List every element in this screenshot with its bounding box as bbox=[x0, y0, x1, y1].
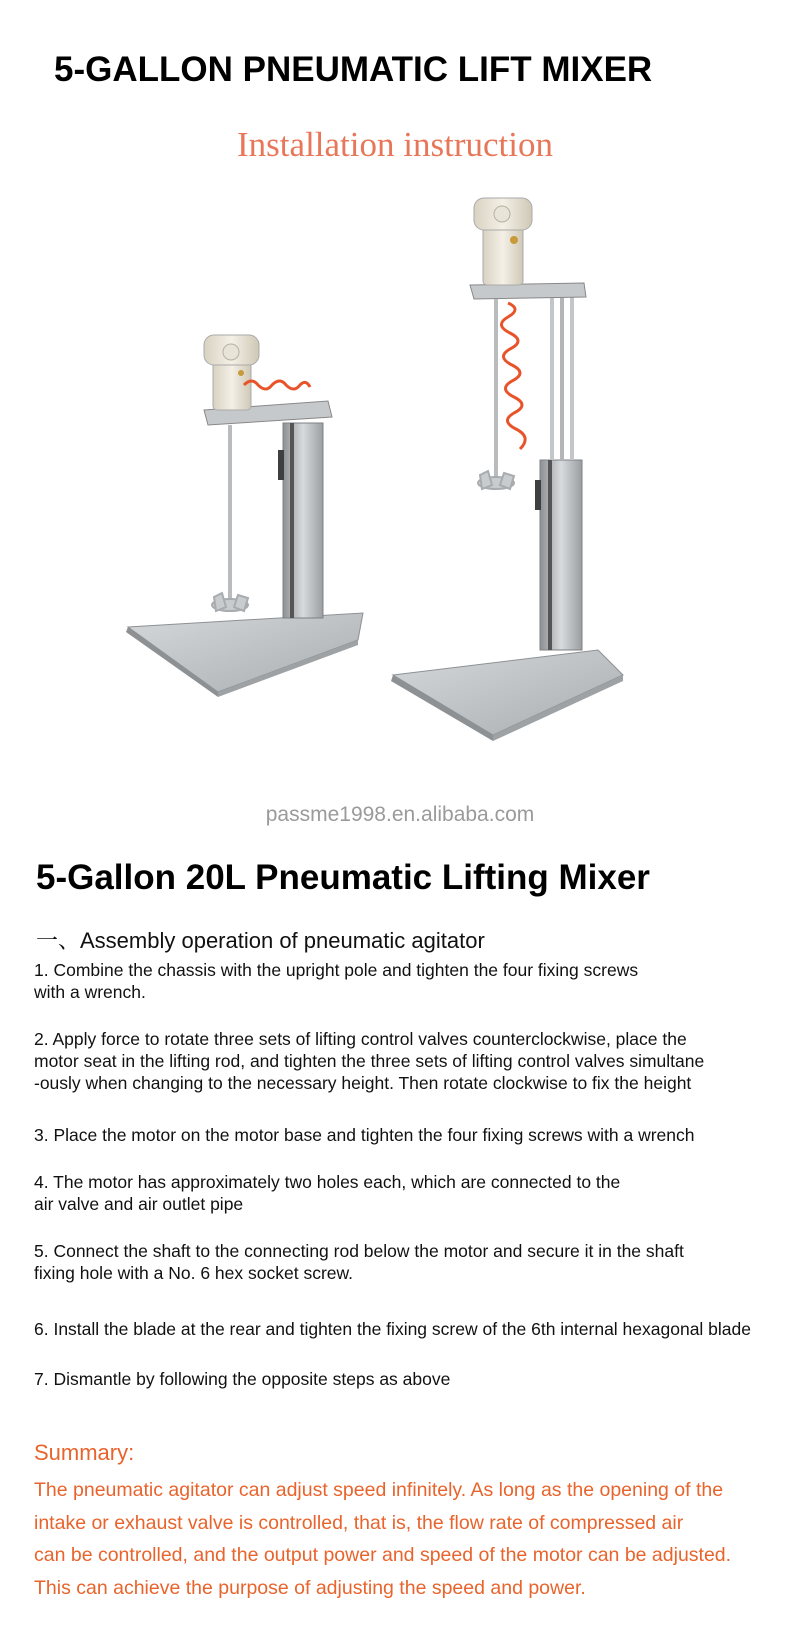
product-image bbox=[118, 195, 658, 775]
step-5: 5. Connect the shaft to the connecting rod below the motor and secure it in the shaft fixing hole with a No. 6 hex socket screw. bbox=[34, 1241, 684, 1283]
step-3: 3. Place the motor on the motor base and tighten the four fixing screws with a wrench bbox=[34, 1125, 695, 1145]
step-1: 1. Combine the chassis with the upright pole and tighten the four fixing screws with a wrench. bbox=[34, 960, 639, 1002]
step-4: 4. The motor has approximately two holes each, which are connected to the air valve and air outlet pipe bbox=[34, 1172, 621, 1214]
mixer-raised bbox=[391, 198, 623, 741]
step-7: 7. Dismantle by following the opposite steps as above bbox=[34, 1369, 451, 1389]
step-2: 2. Apply force to rotate three sets of lifting control valves counterclockwise, place the motor seat in the lifting rod, and tighten the three sets of lifting control valves simultane -ously when changing to the necessary height. Then rotate clockwise to fix the height bbox=[34, 1029, 705, 1093]
summary-title: Summary: bbox=[34, 1440, 135, 1465]
mixer-lowered bbox=[126, 335, 363, 697]
step-6: 6. Install the blade at the rear and tighten the fixing screw of the 6th internal hexagonal blade bbox=[34, 1319, 752, 1339]
page-title: 5-GALLON PNEUMATIC LIFT MIXER bbox=[54, 50, 653, 89]
watermark-url: passme1998.en.alibaba.com bbox=[265, 803, 535, 826]
summary-body: The pneumatic agitator can adjust speed infinitely. As long as the opening of the intake or exhaust valve is controlled, that is, the flow rate of compressed air can be controlled, and the output power and speed of the motor can be adjusted. This can achieve the purpose of adjusting the speed and power. bbox=[34, 1479, 732, 1599]
installation-heading: Installation instruction bbox=[237, 125, 553, 164]
assembly-heading: 一、Assembly operation of pneumatic agitator bbox=[36, 928, 485, 953]
product-heading: 5-Gallon 20L Pneumatic Lifting Mixer bbox=[36, 858, 650, 897]
